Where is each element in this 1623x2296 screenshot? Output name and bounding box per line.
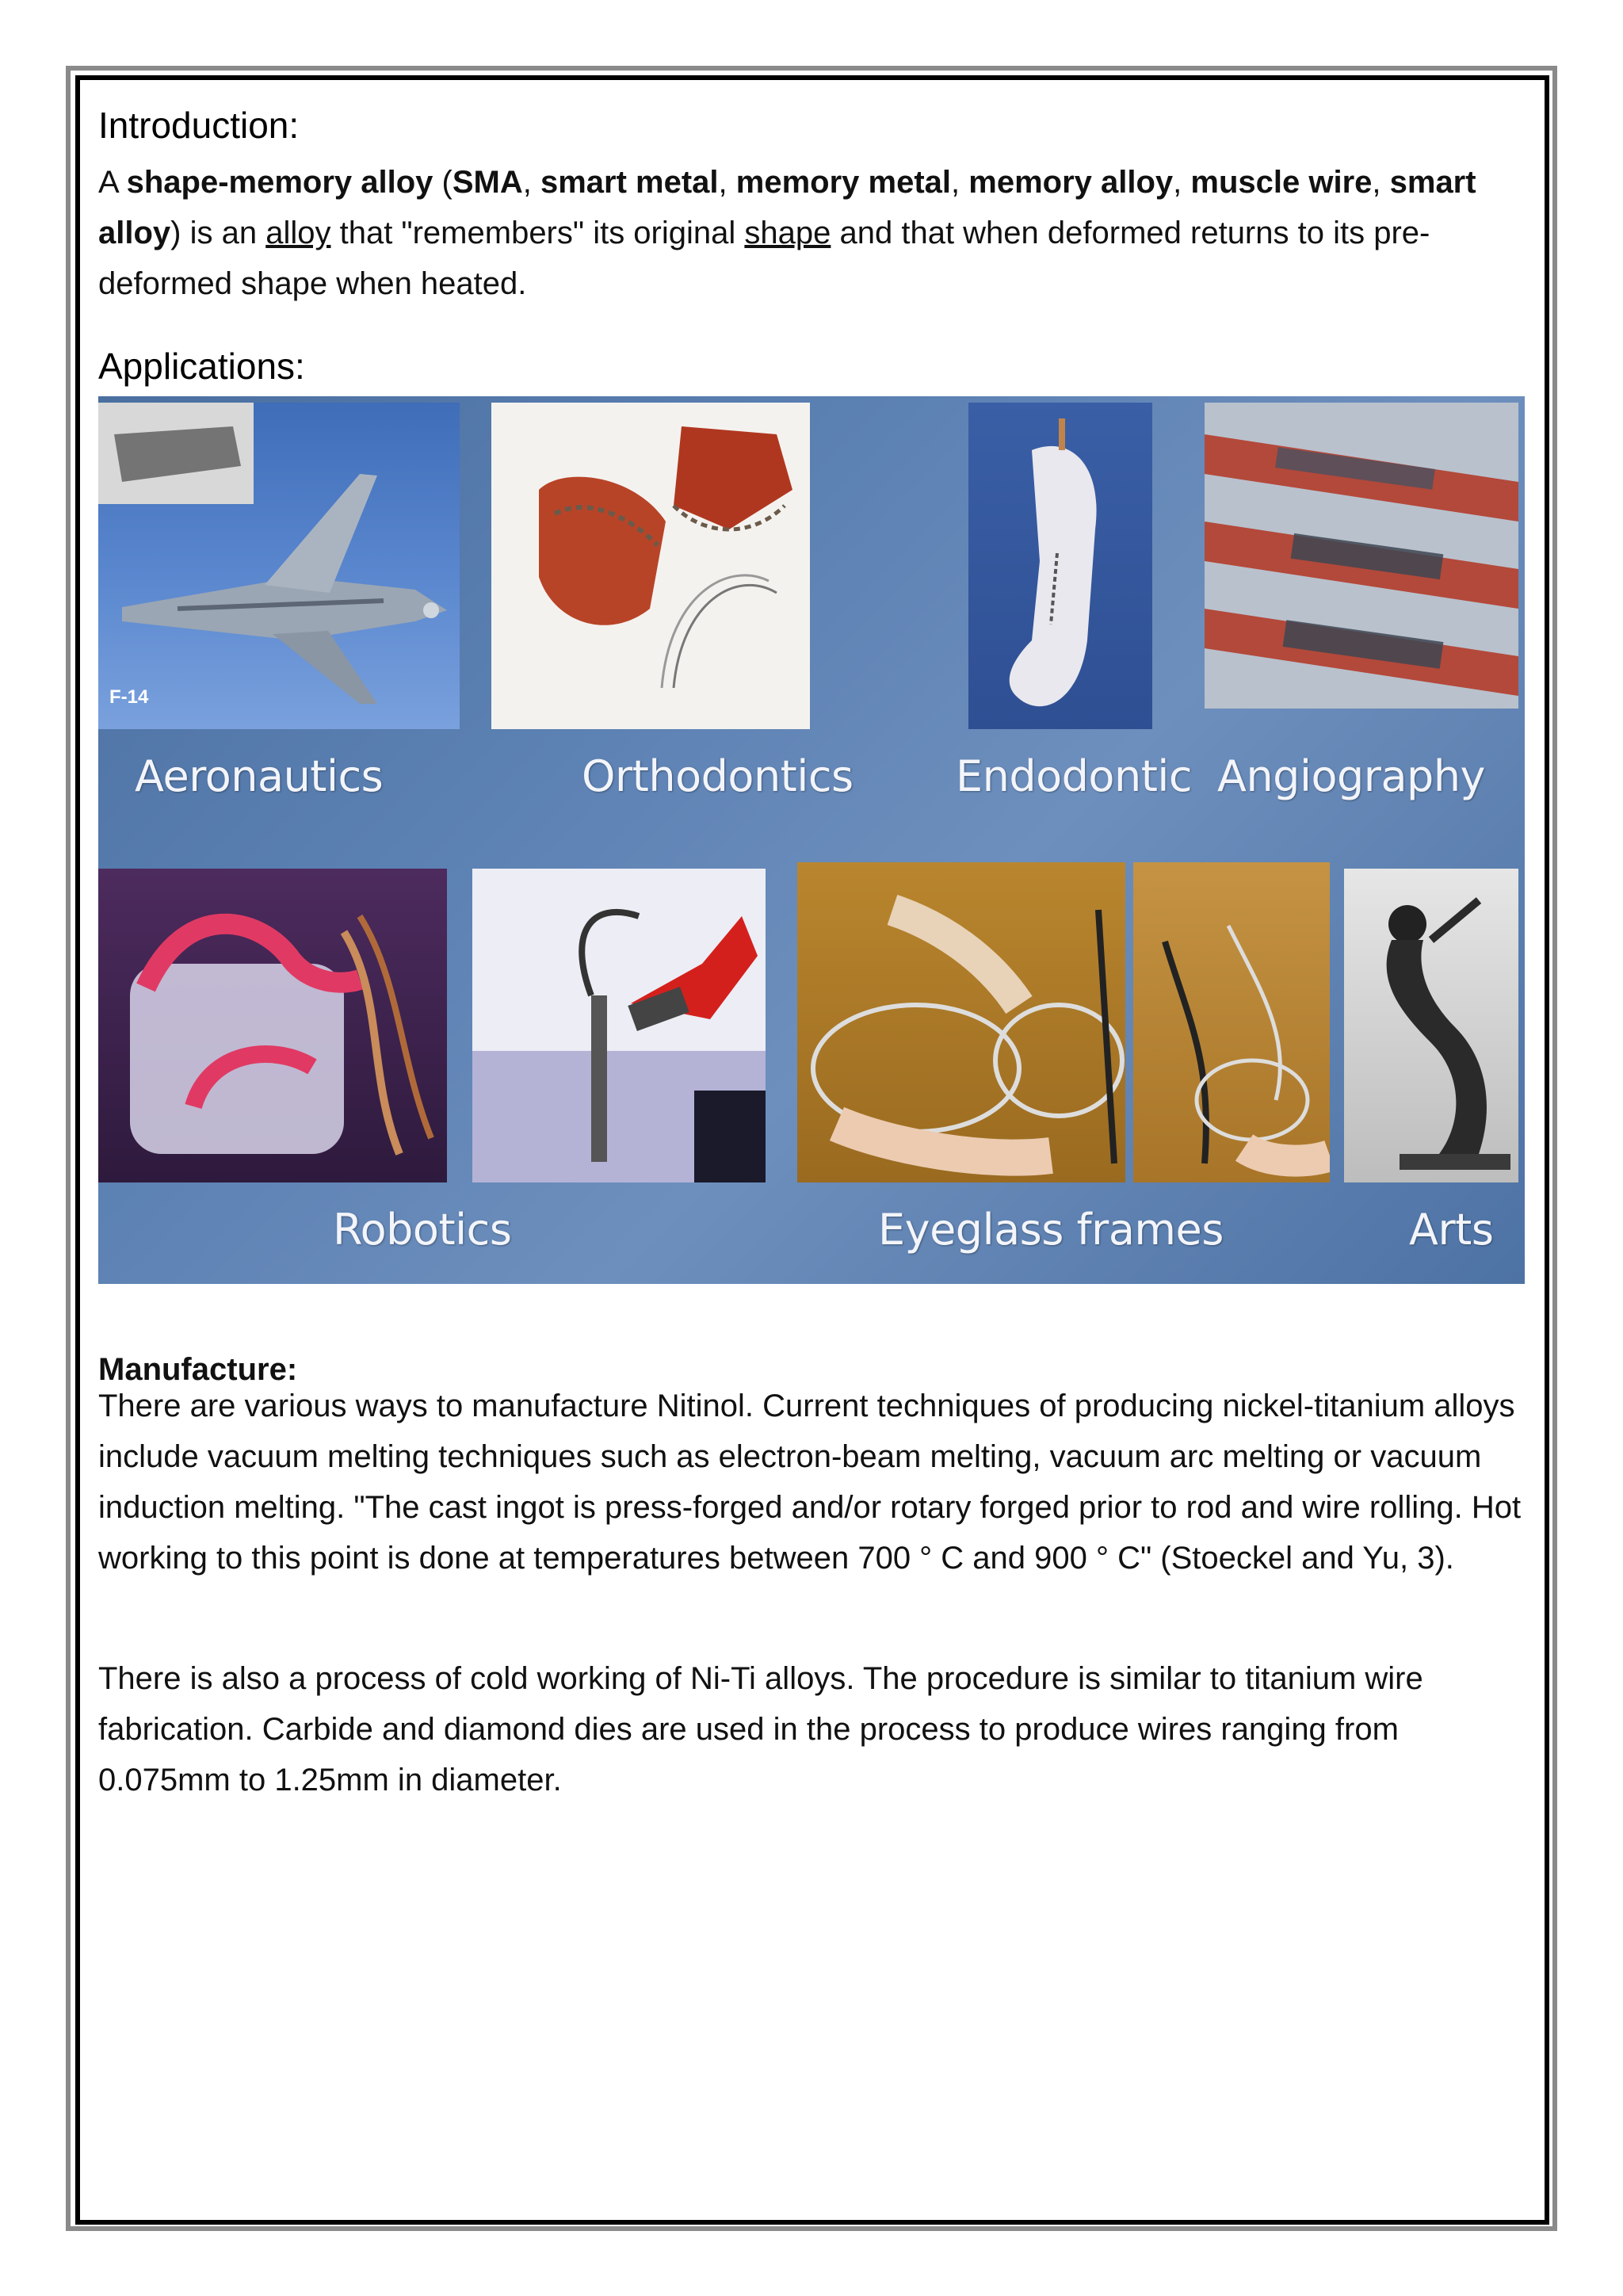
endodontic-photo	[968, 403, 1152, 729]
eyeglasses-bent-icon	[1133, 862, 1330, 1182]
term-shape-memory-alloy: shape-memory alloy	[126, 165, 433, 200]
manufacture-paragraph-1: There are various ways to manufacture Nitinol. Current techniques of producing nickel-titanium alloys include vacuum melting techniques such as electron-beam melting, vacuum arc melting or vacuum induction melting. "The cast ingot is press-forged and/or rotary forged prior to rod and wire rolling. Hot working to this point is done at temperatures between 700 ° C and 900 ° C" (Stoeckel and Yu, 3).	[98, 1389, 1522, 1576]
eyeglass-frames-photo-2	[1133, 862, 1330, 1182]
term-muscle-wire: muscle wire	[1190, 165, 1373, 200]
robotics-photo-2	[472, 869, 766, 1182]
term-memory-metal: memory metal	[735, 165, 952, 200]
robotics-photo-1	[98, 869, 447, 1182]
arts-photo	[1344, 869, 1518, 1182]
applications-heading: Applications:	[98, 346, 305, 387]
term-smart-metal: smart metal	[540, 165, 719, 200]
introduction-paragraph: A shape-memory alloy (SMA, smart metal, memory metal, memory alloy, muscle wire, smart alloy) is an alloy that "remembers" its original shape and that when deformed returns to its pre-deformed shape when heated.	[98, 165, 1476, 301]
caption-robotics: Robotics	[333, 1205, 512, 1255]
caption-endodontic: Endodontic	[956, 751, 1193, 801]
alloy-link[interactable]: alloy	[265, 216, 331, 250]
tooth-icon	[968, 403, 1152, 729]
fighter-jet-icon	[98, 403, 460, 729]
dental-model-icon	[491, 403, 810, 729]
caption-eyeglass-frames: Eyeglass frames	[878, 1205, 1224, 1255]
caption-orthodontics: Orthodontics	[582, 751, 854, 801]
manufacture-heading: Manufacture:	[98, 1352, 298, 1387]
introduction-heading: Introduction:	[98, 105, 300, 146]
eyeglasses-icon	[797, 862, 1125, 1182]
orthodontics-photo	[491, 403, 810, 729]
term-sma: SMA	[452, 165, 523, 200]
f14-label: F-14	[109, 686, 149, 708]
robotic-gripper-icon	[98, 869, 447, 1182]
angiography-photo	[1205, 403, 1518, 709]
sculpture-icon	[1344, 869, 1518, 1182]
manufacture-paragraph-2: There is also a process of cold working of Ni-Ti alloys. The procedure is similar to titanium wire fabrication. Carbide and diamond dies are used in the process to produce wires ranging from 0.075mm to 1.25mm in diameter.	[98, 1661, 1423, 1797]
eyeglass-frames-photo-1	[797, 862, 1125, 1182]
applications-collage-image	[98, 396, 1525, 1284]
stent-icon	[1205, 403, 1518, 709]
term-smart-alloy: smart alloy	[98, 165, 1476, 250]
aeronautics-photo	[98, 403, 460, 729]
robot-arm-icon	[472, 869, 766, 1182]
caption-aeronautics: Aeronautics	[135, 751, 384, 801]
shape-link[interactable]: shape	[744, 216, 831, 250]
caption-arts: Arts	[1409, 1205, 1494, 1255]
term-memory-alloy: memory alloy	[968, 165, 1174, 200]
caption-angiography: Angiography	[1217, 751, 1486, 801]
